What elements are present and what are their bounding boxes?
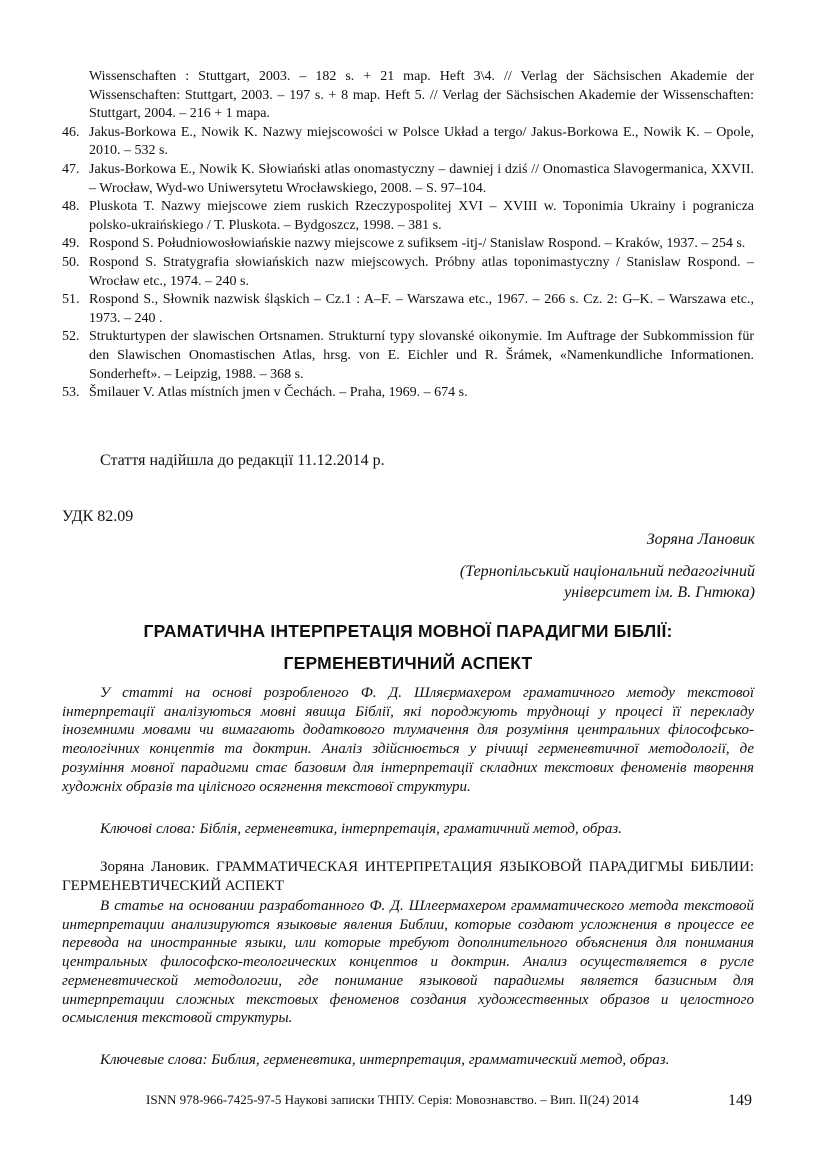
reference-item <box>62 124 754 161</box>
reference-item <box>62 254 754 291</box>
abstract-russian: В статье на основании разработанного Ф. Д. Шлеермахером грамматического метода текстовой интерпретации анализируются языковые явления Библии, которые создают усложнения в процессе ее перевода на иностранные языки, или которые требуют дополнительного объяснения для понимания центральных философско-теологических концептов и доктрин. Анализ осуществляется в русле герменевтической методологии, где понимание языковой парадигмы является базисным для интерпретации сложных текстовых феноменов создания художественных образов и целостного осмысления текстовой структуры. <box>62 898 754 1027</box>
reference-text: Wissenschaften : Stuttgart, 2003. – 182 s. + 21 map. Heft 3\4. // Verlag der Sächsischen Akademie der Wissenschaften: Stuttgart, 2003. – 197 s. + 8 map. Heft 5. // Verlag der Sächsischen Akademie der Wissenschaften: Stuttgart, 2004. – 216 + 1 mapa. <box>89 69 754 122</box>
reference-number: 52. <box>62 329 80 345</box>
reference-number: 48. <box>62 199 80 215</box>
russian-heading: Зоряна Лановик. ГРАММАТИЧЕСКАЯ ИНТЕРПРЕТАЦИЯ ЯЗЫКОВОЙ ПАРАДИГМЫ БИБЛИИ: ГЕРМЕНЕВТИЧЕСКИЙ АСПЕКТ <box>62 859 754 894</box>
reference-item <box>62 384 754 403</box>
reference-number: 51. <box>62 292 80 308</box>
keywords-russian: Ключевые слова: Библия, герменевтика, интерпретация, грамматический метод, образ. <box>100 1052 670 1068</box>
reference-number: 49. <box>62 236 80 252</box>
received-date-note: Стаття надійшла до редакції 11.12.2014 р. <box>100 452 385 469</box>
article-title-line: ГРАМАТИЧНА ІНТЕРПРЕТАЦІЯ МОВНОЇ ПАРАДИГМИ БІБЛІЇ: <box>143 621 673 641</box>
reference-text: Jakus-Borkowa E., Nowik K. Słowiański atlas onomastyczny – dawniej i dziś // Onomastica Slavogermanica, XXVII. – Wrocław, Wyd-wo Uniwersytetu Wrocławskiego, 2008. – S. 97–104. <box>89 161 754 196</box>
journal-footer: ISNN 978-966-7425-97-5 Наукові записки ТНПУ. Серія: Мовознавство. – Вип. ІІ(24) 2014 <box>146 1092 639 1107</box>
udk-code: УДК 82.09 <box>62 508 134 525</box>
reference-item <box>62 161 754 198</box>
reference-number: 47. <box>62 161 80 177</box>
abstract-ukrainian: У статті на основі розробленого Ф. Д. Шляєрмахером граматичного методу текстової інтерпретації аналізуються мовні явища Біблії, які породжують труднощі у процесі її перекладу іноземними мовами чи вимагають додаткового тлумачення для розуміння центральних філософсько-теологічних концептів та доктрин. Аналіз здійснюється у річищі герменевтичної методології, де розуміння мовної парадигми стає базовим для інтерпретації складних текстових феноменів творення художніх образів та цілісного осягнення текстової структури. <box>62 685 754 795</box>
reference-item <box>62 235 754 254</box>
reference-text: Pluskota T. Nazwy miejscowe ziem ruskich Rzeczypospolitej XVI – XVIII w. Toponimia Ukrainy i pogranicza polsko-ukraińskiego / T. Pluskota. – Bydgoszcz, 1998. – 381 s. <box>89 199 754 233</box>
reference-text: Šmilauer V. Atlas místních jmen v Čechách. – Praha, 1969. – 674 s. <box>89 385 468 401</box>
affiliation-line: університет ім. В. Гнтюка) <box>564 584 755 601</box>
reference-text: Strukturtypen der slawischen Ortsnamen. Strukturní typy slovanské oikonymie. Im Auftrage der Subkommission für den Slawischen Onomastischen Atlas, hrsg. von E. Eichler und R. Šrámek, «Namenkundliche Informationen. Sonderheft». – Leipzig, 1988. – 368 s. <box>89 329 754 382</box>
article-title-line: ГЕРМЕНЕВТИЧНИЙ АСПЕКТ <box>283 653 533 673</box>
reference-list <box>62 68 754 403</box>
reference-text: Rospond S., Słownik nazwisk śląskich – Cz.1 : A–F. – Warszawa etc., 1967. – 266 s. Cz. 2: G–K. – Warszawa etc., 1973. – 240 . <box>89 292 754 326</box>
affiliation-line: (Тернопільський національний педагогічний <box>459 563 755 580</box>
author-affiliation <box>335 561 755 603</box>
reference-number: 46. <box>62 124 80 140</box>
reference-item <box>62 291 754 328</box>
reference-item <box>62 198 754 235</box>
author-name: Зоряна Лановик <box>646 531 755 548</box>
reference-number: 53. <box>62 385 80 401</box>
page-number: 149 <box>728 1092 752 1109</box>
reference-text: Rospond S. Stratygrafia słowiańskich nazw miejscowych. Próbny atlas toponimastyczny / Stanislaw Rospond. – Wrocław etc., 1974. – 240 s. <box>89 254 754 289</box>
reference-text: Jakus-Borkowa E., Nowik K. Nazwy miejscowości w Polsce Układ a tergo/ Jakus-Borkowa E., Nowik K. – Opole, 2010. – 532 s. <box>89 124 754 159</box>
reference-number: 50. <box>62 254 80 270</box>
reference-text: Rospond S. Południowosłowiańskie nazwy miejscowe z sufiksem -itj-/ Stanislaw Rospond. – Kraków, 1937. – 254 s. <box>89 236 746 252</box>
reference-item <box>62 68 754 124</box>
reference-item <box>62 328 754 384</box>
keywords-ukrainian: Ключові слова: Біблія, герменевтика, інтерпретація, граматичний метод, образ. <box>100 821 622 837</box>
